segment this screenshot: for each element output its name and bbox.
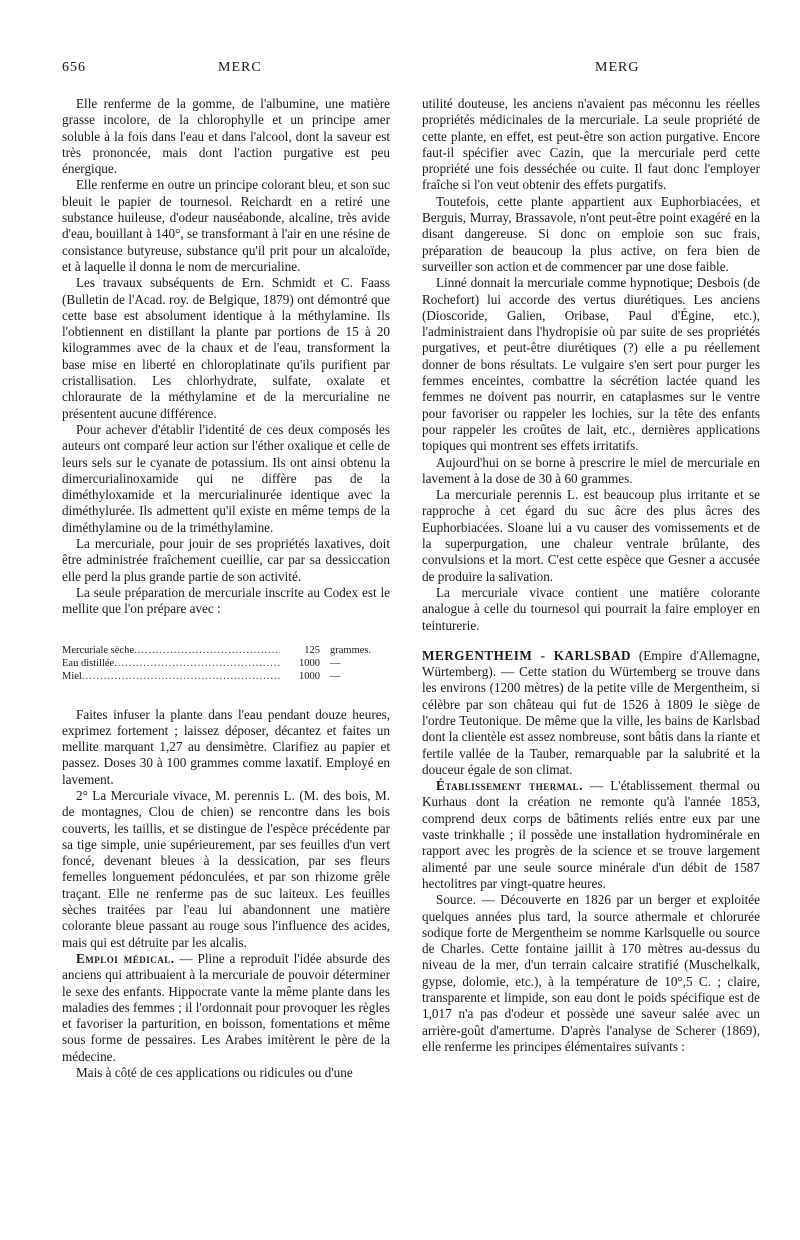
recipe-quantity: 125 [304,644,320,656]
paragraph: Les travaux subséquents de Ern. Schmidt et C. Faass (Bulletin de l'Acad. roy. de Belgique, 1879) ont démontré que cette base est absolument identique à la méthylamine. Ils l'obtiennent en distillant la plante par portions de 15 à 20 kilogrammes avec de la chaux et de l'eau, transforment la base mise en liberté en chloroplatinate qu'ils purifient par cristallisation. Les chlorhydrate, sulfate, oxalate et chloraurate de la méthylamine et de la mercurialine ne présentent aucune différence. [62,275,390,421]
paragraph: 2° La Mercuriale vivace, M. perennis L. (M. des bois, M. de montagnes, Clou de chien) se rencontre dans les bois couverts, les taillis, et se distingue de l'espèce précédente par sa tige simple, unie supérieurement, par ses feuilles d'un vert foncé, devenant bleues à la dessication, par ses fleurs femelles longuement pédonculées, et par son rhizome grêle traçant. Elle ne renferme pas de suc laiteux. Les feuilles sèches traitées par l'eau lui abandonnent une matière colorante bleue passant au rouge sous l'influence des acides, mais qui est détruite par les alcalis. [62,787,390,950]
paragraph: Source. — Découverte en 1826 par un berger et exploitée quelques années plus tard, la source athermale et chlorurée sodique forte de Mergentheim se nomme Karlsquelle ou source de Charles. Cette fontaine jaillit à 170 mètres au-dessus du niveau de la mer, d'un terrain calcaire stratifié (Muschelkalk, gypse, dolomie, etc.), à la température de 10°,5 C. ; claire, transparente et limpide, son eau dont le poids spécifique est de 1,017 n'a pas d'odeur et possède une saveur salée avec un arrière-goût d'amertume. D'après l'analyse de Scherer (1869), elle renferme les principes élémentaires suivants : [422,892,760,1054]
paragraph: Aujourd'hui on se borne à prescrire le miel de mercuriale en lavement à la dose de 30 à 60 grammes. [422,454,760,486]
recipe-unit: grammes. [330,644,372,656]
leader-dots [82,670,280,683]
right-column [422,96,760,1055]
leader-dots [134,644,280,657]
paragraph: Faites infuser la plante dans l'eau pendant douze heures, exprimez fortement ; laissez déposer, décantez et faites un mellite marquant 1,27 au densimètre. Clarifiez au papier et passez. Doses 30 à 100 grammes comme laxatif. Employé en lavement. [62,706,390,787]
paragraph [422,778,760,892]
paragraph-body: — Pline a reproduit l'idée absurde des anciens qui attribuaient à la mercuriale de pouvoir déterminer le sexe des enfants. Hippocrate vante la même plante dans les maladies des femmes ; il l'ordonnait pour provoquer les règles et favoriser la parturition, en boisson, fomentations et même sous forme de pessaires. Les Arabes imitèrent le père de la médecine. [62,950,390,1064]
article-heading: MERGENTHEIM - KARLSBAD [422,647,632,663]
recipe-row [62,657,390,670]
paragraph: Pour achever d'établir l'identité de ces deux composés les auteurs ont comparé leur action sur l'éther oxalique et celle de leurs sels sur le cyanate de potassium. Ils ont ainsi obtenu la dimercurialinoxamide qui ne diffère pas de la diméthyloxamide et la mercurialinurée identique avec la diméthylurée. Ils admettent qu'il existe en même temps de la diméthylamine ou de la triméthylamine. [62,421,390,535]
paragraph: utilité douteuse, les anciens n'avaient pas méconnu les réelles propriétés médicinales de la mercuriale. La seule propriété de cette plante, en effet, est peut-être son action purgative. Encore faut-il spécifier avec Cazin, que la mercuriale perd cette propriété une fois desséchée ou cuite. Il faut donc l'employer fraîche si l'on veut obtenir des effets purgatifs. [422,96,760,193]
paragraph: La mercuriale, pour jouir de ses propriétés laxatives, doit être administrée fraîchement cueillie, car par sa dessiccation elle perd la plus grande partie de son activité. [62,536,390,584]
header-left-title: MERC [218,60,262,75]
section-heading: Emploi médical. [76,950,175,966]
paragraph: La mercuriale vivace contient une matière colorante analogue à celle du tournesol qui pourrait la faire employer en teinturerie. [422,584,760,633]
paragraph: La seule préparation de mercuriale inscrite au Codex est le mellite que l'on prépare avec : [62,584,390,617]
paragraph-body: — L'établissement thermal ou Kurhaus dont la création ne remonte qu'à l'année 1853, comprend deux corps de bâtiments reliés entre eux par une vaste trinkhalle ; il possède une installation hydrominérale en rapport avec les progrès de la science et se trouve largement alimenté par une seule source minérale d'un débit de 1587 hectolitres par vingt-quatre heures. [422,778,760,891]
section-gap [422,634,760,648]
header-right-title: MERG [595,60,640,75]
paragraph: Linné donnait la mercuriale comme hypnotique; Desbois (de Rochefort) lui accorde des vertus diurétiques. Les anciens (Dioscoride, Galien, Oribase, Paul d'Égine, etc.), l'administraient dans l'hydropisie où par suite de ses propriétés purgatives, et peut-être diurétiques (?) elle a pu réellement donner de bons résultats. Le vulgaire s'en sert pour purger les femmes enceintes, combattre la sécrétion lactée quand les femmes ne doivent pas nourrir, en cataplasmes sur le ventre pour favoriser ou rappeler les lochies, sur la tête des enfants pour rappeler les croûtes de lait, etc., dernières applications topiques qui montrent ses effets irritatifs. [422,275,760,454]
section-heading: Établissement thermal. [436,778,583,794]
recipe-quantity: 1000 [299,657,320,669]
page-number: 656 [62,60,86,75]
running-header [0,60,800,86]
recipe-row [62,644,390,657]
paragraph: Elle renferme en outre un principe colorant bleu, et son suc bleuit le papier de tournesol. Reichardt en a retiré une substance huileuse, d'odeur nauséabonde, alcaline, très avide d'eau, bouillant à 140°, se transformant à l'air en une résine de consistance butyreuse, substance qu'il prit pour un alcaloïde, et à laquelle il donna le nom de mercurialine. [62,177,390,274]
left-column [62,96,390,1081]
paragraph-body: (Empire d'Allemagne, Würtemberg). — Cette station du Würtemberg se trouve dans les environs (1200 mètres) de la petite ville de Mergentheim, si célèbre par son château qui fut de 1526 à 1809 le siège de l'ordre Teutonique. De même que la ville, les bains de Karlsbad dont la clientèle est assez nombreuse, sont bâtis dans la riante et fertile vallée de la Tauber, remarquable par la salubrité et la douceur égale de son climat. [422,647,760,777]
recipe-unit: — [330,670,341,682]
recipe-ingredient: Miel [62,670,82,682]
paragraph [422,648,760,778]
recipe-unit: — [330,657,341,669]
paragraph: La mercuriale perennis L. est beaucoup plus irritante et se rapproche à cet égard du suc âcre des plus âcres des Euphorbiacées. Sloane lui a vu causer des vomissements et de la superpurgation, une chaleur ventrale brûlante, des convulsions et la mort. C'est cette espèce que Gesner a accusée de produire la salivation. [422,487,760,584]
paragraph: Elle renferme de la gomme, de l'albumine, une matière grasse incolore, de la chlorophylle et un principe amer soluble à la fois dans l'eau et dans l'alcool, dont la saveur est très prononcée, mais dont l'action purgative est peu énergique. [62,96,390,177]
recipe-quantity: 1000 [299,670,320,682]
paragraph: Toutefois, cette plante appartient aux Euphorbiacées, et Berguis, Murray, Brassavole, n'ont peut-être point exagéré en la disant dangereuse. Si donc on emploie son suc frais, préparation de beaucoup la plus active, on fera bien de surveiller son action et de commencer par une dose faible. [422,193,760,274]
paragraph: Mais à côté de ces applications ou ridicules ou d'une [76,1065,353,1081]
recipe-table [62,644,390,683]
leader-dots [114,657,280,670]
recipe-ingredient: Mercuriale sèche [62,644,134,656]
recipe-ingredient: Eau distillée [62,657,115,669]
paragraph [62,951,390,1065]
recipe-row [62,670,390,683]
